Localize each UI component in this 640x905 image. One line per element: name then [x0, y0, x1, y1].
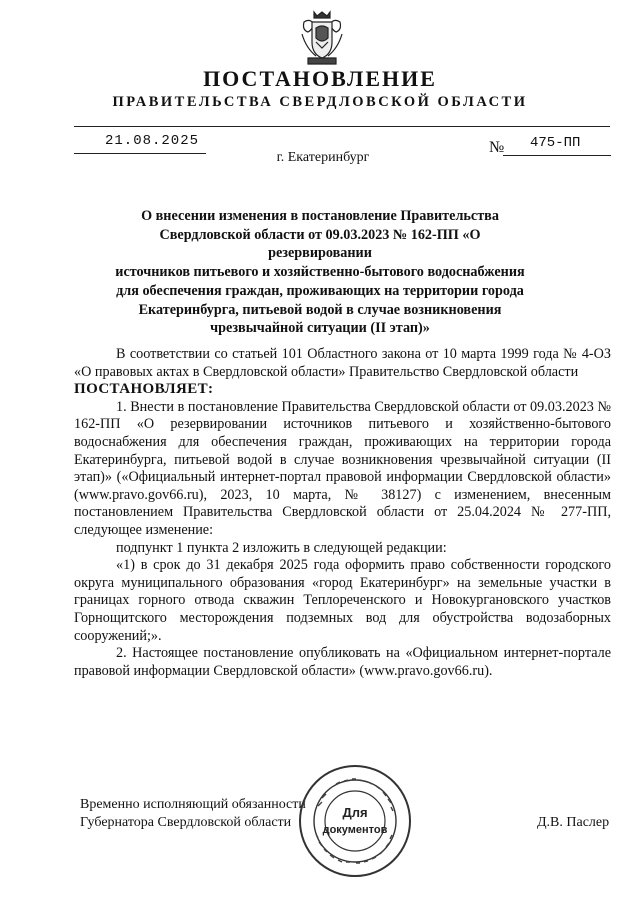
heading-line: Екатеринбурга, питьевой водой в случае возникновения: [138, 301, 502, 318]
document-city: г. Екатеринбург: [276, 150, 370, 165]
coat-of-arms-emblem: [296, 8, 348, 70]
coat-of-arms-icon: [296, 8, 348, 70]
signatory-name: Д.В. Паслер: [537, 815, 610, 830]
stamp-center-line: документов: [322, 824, 388, 836]
preamble-paragraph: В соответствии со статьей 101 Областного закона от 10 марта 1999 года № 4-ОЗ «О правовых актах в Свердловской области» Правительство Свердловской области: [74, 346, 611, 380]
number-sign: №: [489, 139, 505, 156]
heading-line: источников питьевого и хозяйственно-бытового водоснабжения: [115, 264, 525, 281]
official-stamp: [296, 762, 414, 880]
document-date: 21.08.2025: [105, 133, 200, 149]
heading-line: для обеспечения граждан, проживающих на территории города: [116, 282, 524, 299]
header-divider: [74, 126, 610, 127]
heading-line: Свердловской области от 09.03.2023 № 162-ПП «О резервировании: [159, 226, 481, 262]
item-1-sub-paragraph: подпункт 1 пункта 2 изложить в следующей редакции:: [116, 539, 447, 556]
item-1-paragraph: 1. Внести в постановление Правительства Свердловской области от 09.03.2023 № 162-ПП «О резервировании источников питьевого и хозяйственно-бытового водоснабжения для обеспечения граждан, проживающих на территории города Екатеринбурга, питьевой водой в случае возникновения чрезвычайной ситуации (II этап)» («Официальный интернет-портал правовой информации Свердловской области» (www.pravo.gov66.ru), 2023, 10 марта, № 38127) с изменением, внесенным постановлением Правительства Свердловской области от 25.04.2024 № 277-ПП, следующее изменение:: [74, 398, 611, 538]
item-1-quote-paragraph: «1) в срок до 31 декабря 2025 года оформить право собственности городского округа муниципального образования «город Екатеринбург» на земельные участки в границах горного отвода скважин Теплореченского и Новокургановского участков Горнощитского месторождения подземных вод для обустройства водозаборных сооружений;».: [74, 557, 611, 644]
heading-line: О внесении изменения в постановление Правительства: [141, 208, 499, 224]
item-2-paragraph: 2. Настоящее постановление опубликовать на «Официальном интернет-портале правовой информации Свердловской области» (www.pravo.gov66.ru).: [74, 645, 611, 679]
signatory-role: [80, 796, 306, 831]
stamp-seal-icon: [296, 762, 414, 880]
heading-line: чрезвычайной ситуации (II этап)»: [210, 320, 430, 337]
signatory-role-line: Временно исполняющий обязанности: [80, 797, 306, 812]
document-heading: [110, 207, 530, 338]
document-number: 475-ПП: [530, 135, 581, 151]
signatory-role-line: Губернатора Свердловской области: [80, 814, 292, 830]
document-title: ПОСТАНОВЛЕНИЕ: [203, 66, 437, 91]
stamp-center-line: Для: [342, 805, 368, 820]
document-body: [74, 346, 611, 680]
resolve-keyword: ПОСТАНОВЛЯЕТ:: [74, 381, 214, 398]
document-subtitle: ПРАВИТЕЛЬСТВА СВЕРДЛОВСКОЙ ОБЛАСТИ: [112, 94, 528, 110]
